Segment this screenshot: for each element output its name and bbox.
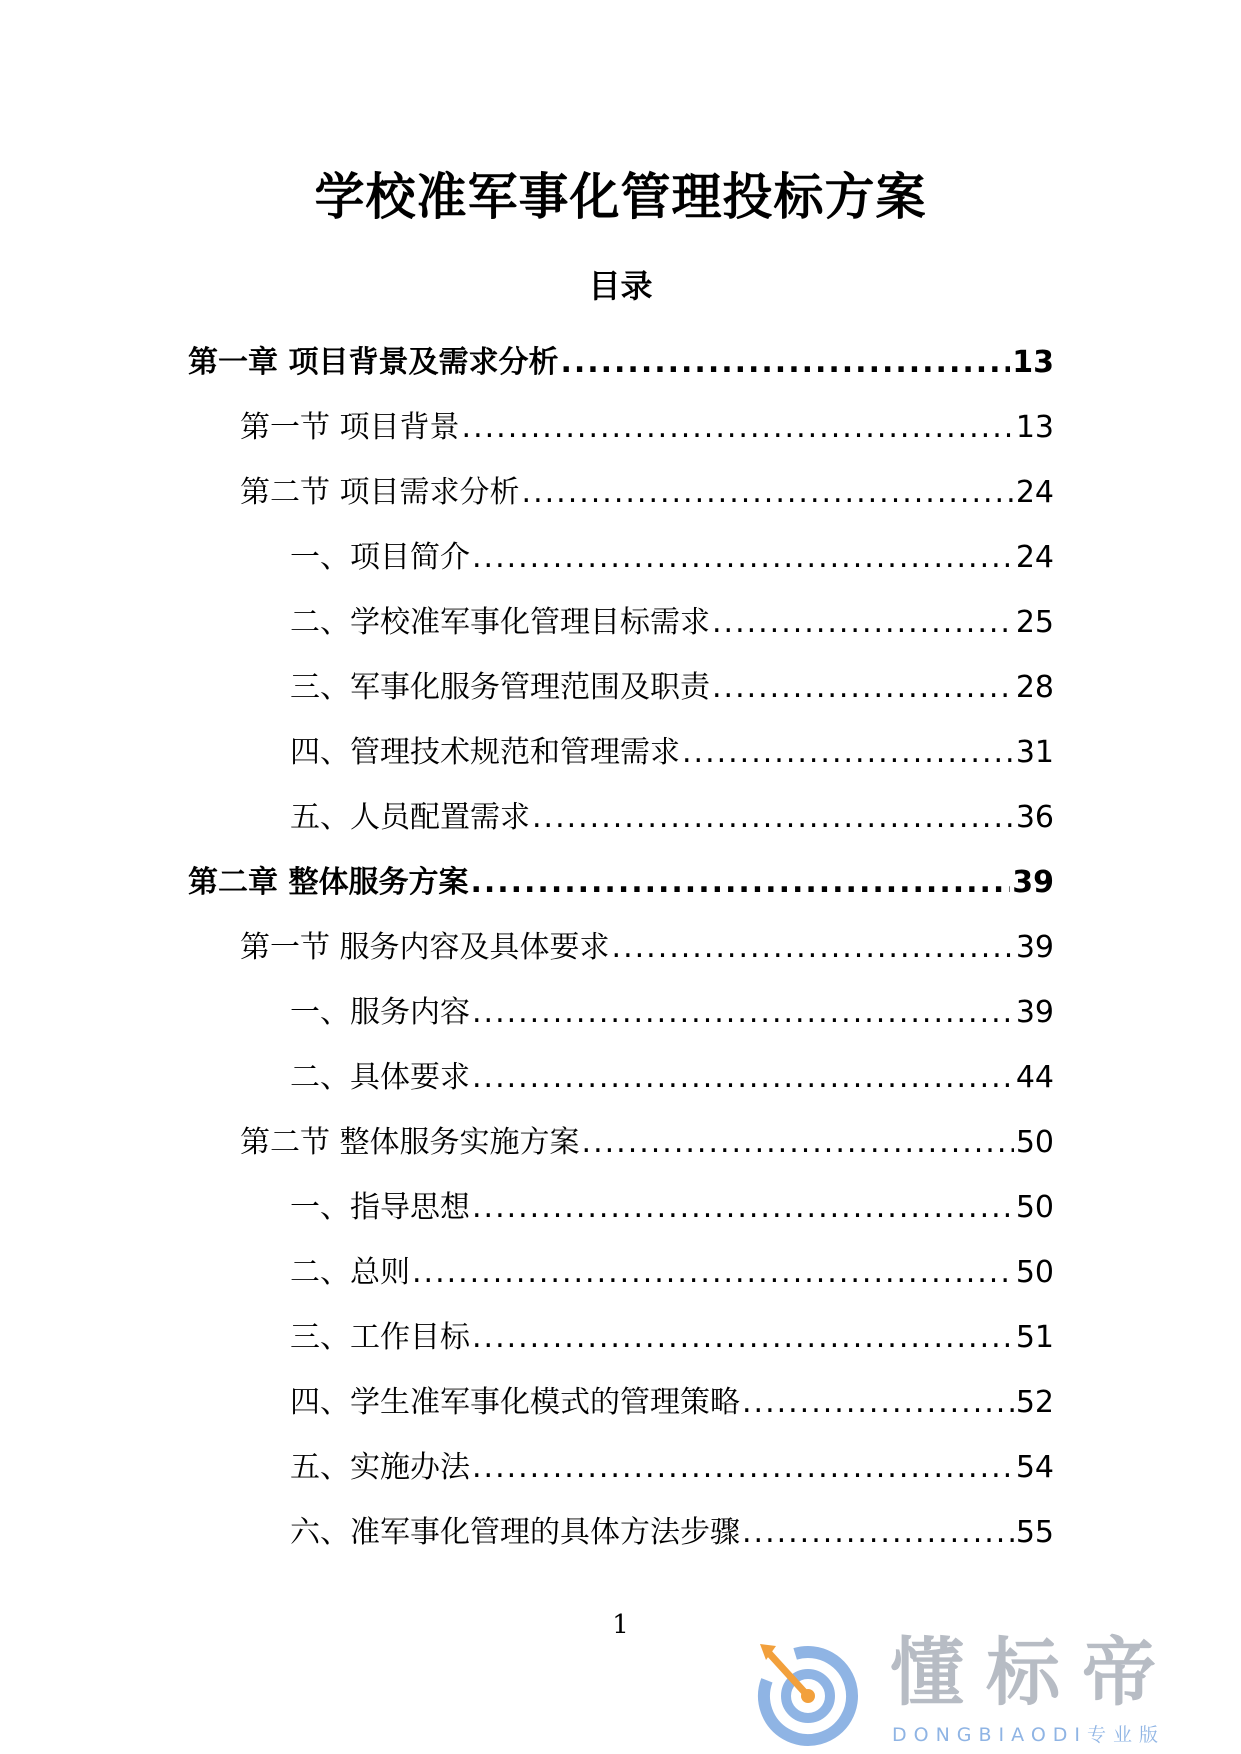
toc-entry[interactable] [188,980,1054,1045]
toc-entry-title: 第一节 项目背景 [240,410,460,445]
toc-entry-page: 24 [1015,540,1054,575]
toc-entry-title: 二、总则 [290,1255,410,1290]
toc-entry-title: 一、指导思想 [290,1190,470,1225]
toc-entry-page: 50 [1015,1190,1054,1225]
toc-entry[interactable] [188,1370,1054,1435]
toc-dot-leader [470,850,1010,915]
toc-dot-leader [472,525,1014,590]
toc-dot-leader [582,1110,1014,1175]
target-logo-icon [746,1632,866,1752]
toc-entry[interactable] [188,1240,1054,1305]
toc-dot-leader [532,785,1014,850]
toc-entry-page: 39 [1012,865,1054,900]
toc-dot-leader [742,1500,1014,1565]
toc-entry-title: 五、人员配置需求 [290,800,530,835]
toc-entry[interactable] [188,395,1054,460]
toc-entry-title: 第二章 整体服务方案 [188,865,469,900]
toc-entry[interactable] [188,460,1054,525]
toc-dot-leader [472,1305,1014,1370]
toc-dot-leader [522,460,1014,525]
toc-entry-page: 55 [1015,1515,1054,1550]
toc-entry-page: 13 [1012,345,1054,380]
toc-dot-leader [712,590,1014,655]
toc-entry[interactable] [188,785,1054,850]
toc-entry-title: 二、学校准军事化管理目标需求 [290,605,710,640]
toc-entry[interactable] [188,590,1054,655]
toc-entry-page: 39 [1015,995,1054,1030]
toc-entry[interactable] [188,720,1054,785]
toc-entry[interactable] [188,1045,1054,1110]
toc-heading: 目录 [588,267,653,305]
toc-dot-leader [472,1435,1014,1500]
toc-entry-title: 第一节 服务内容及具体要求 [240,930,610,965]
toc-dot-leader [742,1370,1014,1435]
toc-entry-page: 36 [1015,800,1054,835]
toc-entry[interactable] [188,850,1054,915]
toc-entry-page: 24 [1015,475,1054,510]
toc-entry-page: 51 [1015,1320,1054,1355]
toc-entry-title: 三、军事化服务管理范围及职责 [290,670,710,705]
toc-entry-page: 44 [1015,1060,1054,1095]
toc-entry-page: 28 [1015,670,1054,705]
toc-entry-page: 13 [1015,410,1054,445]
toc-entry[interactable] [188,1175,1054,1240]
toc-entry-page: 50 [1015,1125,1054,1160]
toc-entry-page: 52 [1015,1385,1054,1420]
toc-entry-title: 第二节 整体服务实施方案 [240,1125,580,1160]
toc-dot-leader [472,1045,1014,1110]
toc-dot-leader [472,980,1014,1045]
toc-entry-title: 四、管理技术规范和管理需求 [290,735,680,770]
toc-entry[interactable] [188,1305,1054,1370]
toc-entry-title: 三、工作目标 [290,1320,470,1355]
watermark-subtitle: DONGBIAODI专业版 [892,1724,1166,1746]
toc-entry-title: 二、具体要求 [290,1060,470,1095]
page-number: 1 [612,1610,629,1640]
toc-entry-title: 六、准军事化管理的具体方法步骤 [290,1515,740,1550]
toc-dot-leader [472,1175,1014,1240]
toc-entry-title: 一、项目简介 [290,540,470,575]
toc-entry-page: 25 [1015,605,1054,640]
toc-entry-title: 一、服务内容 [290,995,470,1030]
toc-entry[interactable] [188,915,1054,980]
toc-entry[interactable] [188,1435,1054,1500]
toc-entry-title: 第二节 项目需求分析 [240,475,520,510]
toc-dot-leader [682,720,1014,785]
toc-entry[interactable] [188,1110,1054,1175]
toc-entry-title: 第一章 项目背景及需求分析 [188,345,559,380]
toc-entry-page: 31 [1015,735,1054,770]
toc-entry-title: 四、学生准军事化模式的管理策略 [290,1385,740,1420]
toc-dot-leader [412,1240,1014,1305]
toc-dot-leader [612,915,1014,980]
toc-entry-page: 50 [1015,1255,1054,1290]
toc-dot-leader [712,655,1014,720]
document-title: 学校准军事化管理投标方案 [314,168,927,226]
table-of-contents [188,330,1054,1565]
toc-entry[interactable] [188,655,1054,720]
watermark-brand-name: 懂标帝 [890,1630,1178,1716]
toc-entry-page: 54 [1015,1450,1054,1485]
toc-entry[interactable] [188,1500,1054,1565]
toc-entry[interactable] [188,330,1054,395]
toc-entry-title: 五、实施办法 [290,1450,470,1485]
toc-entry[interactable] [188,525,1054,590]
toc-dot-leader [462,395,1014,460]
toc-entry-page: 39 [1015,930,1054,965]
toc-dot-leader [560,330,1010,395]
watermark [740,1630,1220,1750]
